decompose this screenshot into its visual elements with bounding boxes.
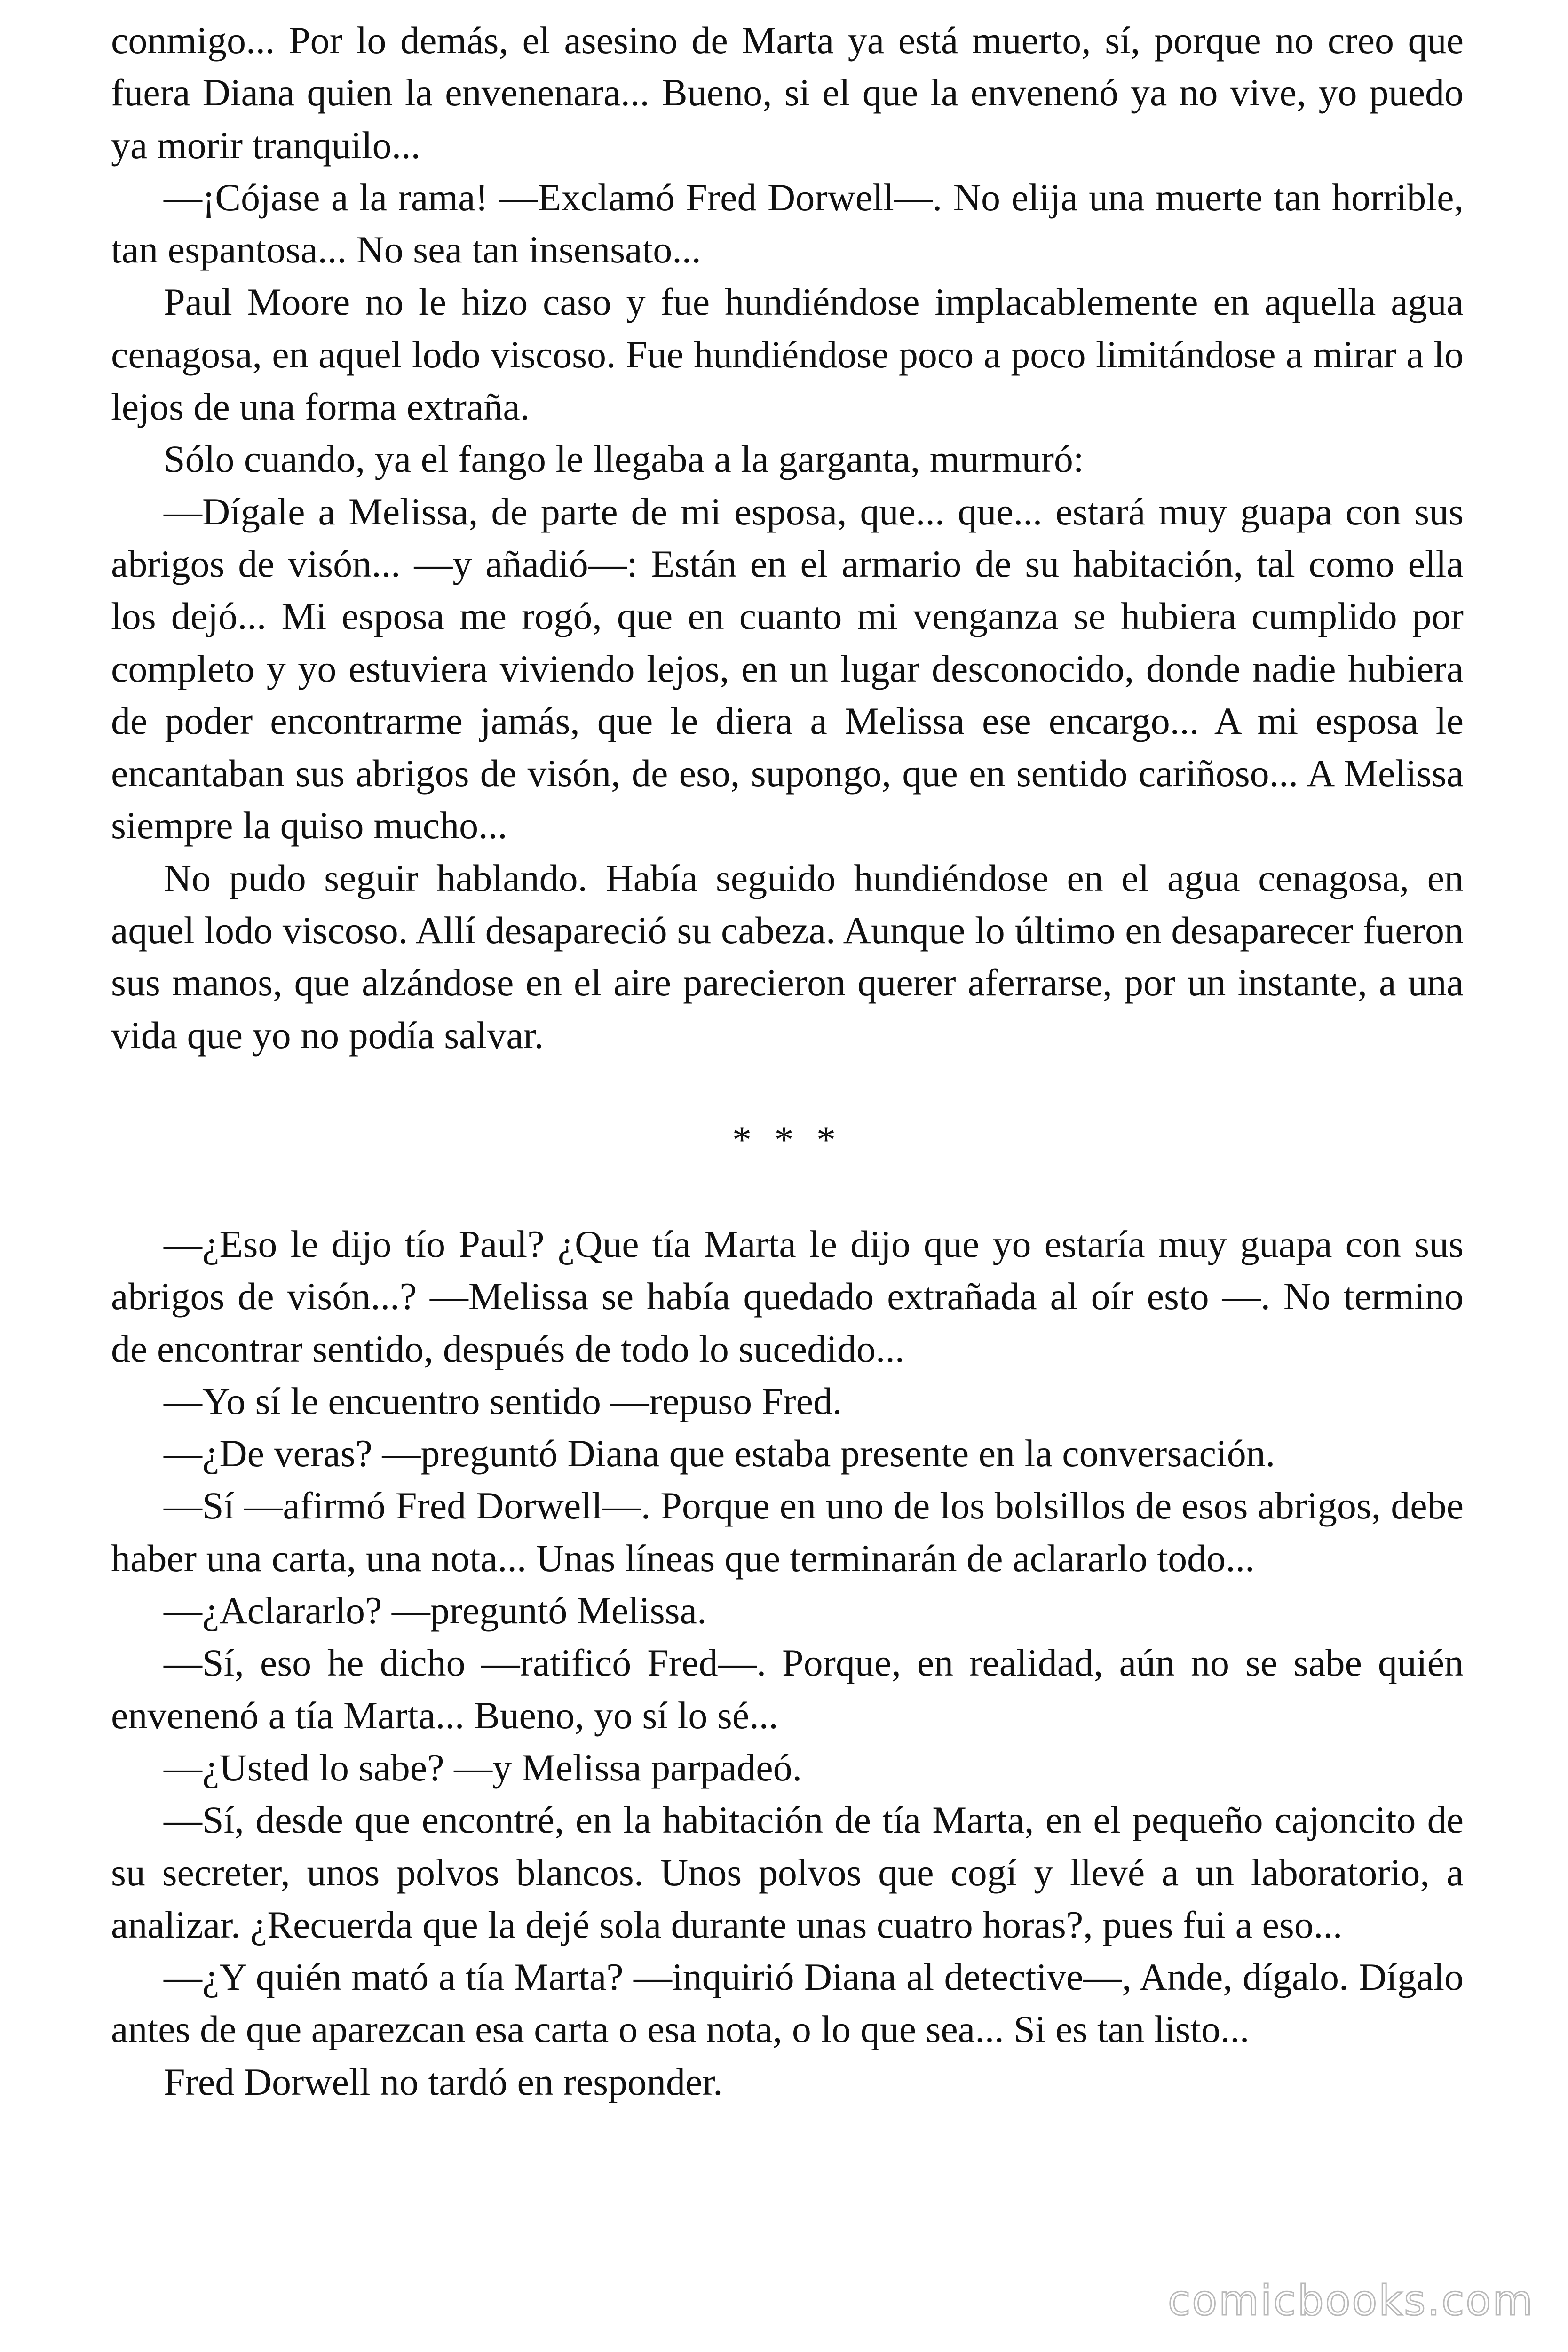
paragraph: —Yo sí le encuentro sentido —repuso Fred.	[164, 1379, 842, 1422]
paragraph: —¿Aclararlo? —preguntó Melissa.	[164, 1589, 707, 1632]
page-text	[111, 14, 1464, 2108]
paragraph: —¿Eso le dijo tío Paul? ¿Que tía Marta le dijo que yo estaría muy guapa con sus abrigos de visón...? —Melissa se había quedado extrañada al oír esto —. No termino de encontrar sentido, después de todo lo sucedido...	[111, 1222, 1464, 1370]
paragraph: Fred Dorwell no tardó en responder.	[164, 2060, 723, 2103]
paragraph: —Sí, eso he dicho —ratificó Fred—. Porque, en realidad, aún no se sabe quién envenenó a tía Marta... Bueno, yo sí lo sé...	[111, 1641, 1464, 1737]
paragraph: —¿Y quién mató a tía Marta? —inquirió Diana al detective—, Ande, dígalo. Dígalo antes de que aparezcan esa carta o esa nota, o lo que sea... Si es tan listo...	[111, 1955, 1464, 2051]
watermark: comicbooks.com	[1167, 2276, 1534, 2325]
paragraph: No pudo seguir hablando. Había seguido hundiéndose en el agua cenagosa, en aquel lodo viscoso. Allí desapareció su cabeza. Aunque lo último en desaparecer fueron sus manos, que alzándose en el aire parecieron querer aferrarse, por un instante, a una vida que yo no podía salvar.	[111, 856, 1464, 1057]
paragraph: —Dígale a Melissa, de parte de mi esposa, que... que... estará muy guapa con sus abrigos de visón... —y añadió—: Están en el armario de su habitación, tal como ella los dejó... Mi esposa me rogó, que en cuanto mi venganza se hubiera cumplido por completo y yo estuviera viviendo lejos, en un lugar desconocido, donde nadie hubiera de poder encontrarme jamás, que le diera a Melissa ese encargo... A mi esposa le encantaban sus abrigos de visón, de eso, supongo, que en sentido cariñoso... A Melissa siempre la quiso mucho...	[111, 490, 1464, 847]
paragraph: —¡Cójase a la rama! —Exclamó Fred Dorwell—. No elija una muerte tan horrible, tan espantosa... No sea tan insensato...	[111, 175, 1464, 271]
paragraph: —Sí —afirmó Fred Dorwell—. Porque en uno de los bolsillos de esos abrigos, debe haber una carta, una nota... Unas líneas que terminarán de aclararlo todo...	[111, 1484, 1464, 1580]
paragraph: conmigo... Por lo demás, el asesino de Marta ya está muerto, sí, porque no creo que fuera Diana quien la envenenara... Bueno, si el que la envenenó ya no vive, yo puedo ya morir tranquilo...	[111, 19, 1464, 167]
paragraph: —¿De veras? —preguntó Diana que estaba presente en la conversación.	[164, 1432, 1275, 1475]
scene-separator: * * *	[732, 1118, 842, 1161]
paragraph: —Sí, desde que encontré, en la habitación de tía Marta, en el pequeño cajoncito de su secreter, unos polvos blancos. Unos polvos que cogí y llevé a un laboratorio, a analizar. ¿Recuerda que la dejé sola durante unas cuatro horas?, pues fui a eso...	[111, 1798, 1464, 1946]
paragraph: —¿Usted lo sabe? —y Melissa parpadeó.	[164, 1746, 802, 1789]
paragraph: Paul Moore no le hizo caso y fue hundiéndose implacablemente en aquella agua cenagosa, en aquel lodo viscoso. Fue hundiéndose poco a poco limitándose a mirar a lo lejos de una forma extraña.	[111, 280, 1464, 429]
paragraph: Sólo cuando, ya el fango le llegaba a la garganta, murmuró:	[164, 437, 1084, 481]
